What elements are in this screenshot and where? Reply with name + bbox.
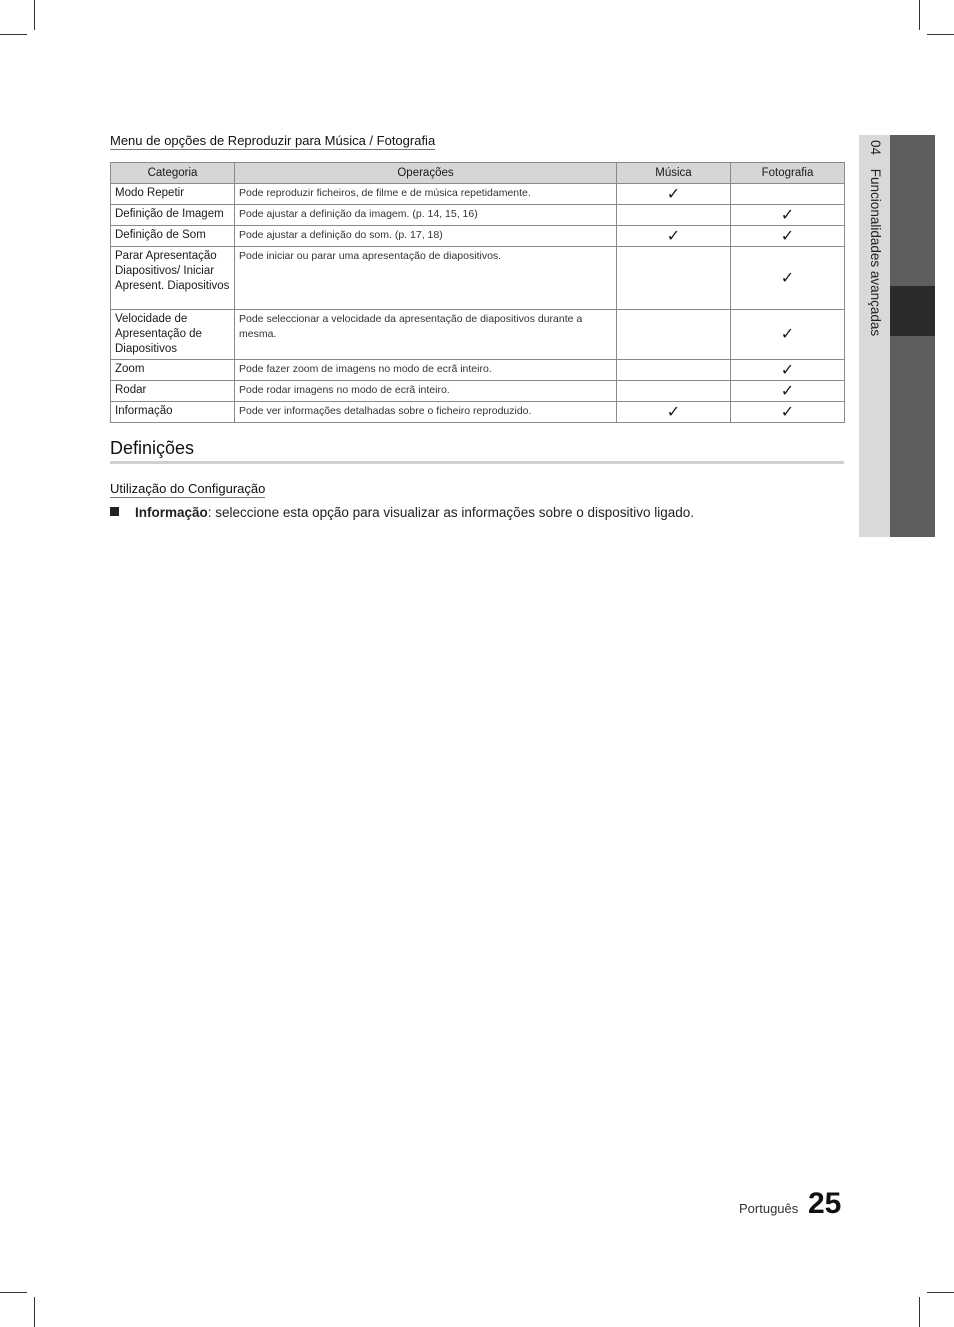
check-fotografia: ✓ [731,226,845,247]
crop-mark [927,34,954,35]
chapter-title: Funcionalidades avançadas [868,168,883,337]
cell-operacoes: Pode fazer zoom de imagens no modo de ecrã inteiro. [235,360,617,381]
check-musica [617,381,731,402]
cell-categoria: Informação [111,402,235,423]
check-musica: ✓ [617,226,731,247]
options-table [110,162,845,423]
crop-mark [919,1297,920,1327]
check-fotografia: ✓ [731,205,845,226]
bullet-item [110,505,694,520]
cell-operacoes: Pode ajustar a definição do som. (p. 17, 18) [235,226,617,247]
cell-operacoes: Pode ver informações detalhadas sobre o ficheiro reproduzido. [235,402,617,423]
check-musica [617,310,731,360]
bullet-text: : seleccione esta opção para visualizar as informações sobre o dispositivo ligado. [207,505,695,520]
footer-language: Português [739,1201,799,1216]
cell-operacoes: Pode rodar imagens no modo de ecrã inteiro. [235,381,617,402]
crop-mark [927,1292,954,1293]
table-row [111,310,845,360]
check-musica [617,247,731,310]
table-row [111,360,845,381]
table-row [111,205,845,226]
table-row [111,381,845,402]
cell-categoria: Modo Repetir [111,184,235,205]
cell-categoria: Definição de Imagem [111,205,235,226]
section-heading: Definições [110,438,844,464]
header-operacoes: Operações [235,163,617,184]
cell-categoria: Velocidade de Apresentação de Diapositivos [111,310,235,360]
bullet-term: Informação [135,505,208,520]
crop-mark [0,34,27,35]
cell-categoria: Zoom [111,360,235,381]
subheading: Utilização do Configuração [110,481,266,496]
cell-categoria: Definição de Som [111,226,235,247]
page-number: 25 [808,1187,842,1220]
cell-categoria: Rodar [111,381,235,402]
chapter-tab-bar [890,135,935,537]
table-row [111,184,845,205]
cell-operacoes: Pode reproduzir ficheiros, de filme e de música repetidamente. [235,184,617,205]
check-musica: ✓ [617,184,731,205]
table-row [111,247,845,310]
chapter-tab-indicator [890,286,935,336]
table-row [111,402,845,423]
header-musica: Música [617,163,731,184]
check-musica [617,360,731,381]
cell-categoria: Parar Apresentação Diapositivos/ Iniciar Apresent. Diapositivos [111,247,235,310]
header-fotografia: Fotografia [731,163,845,184]
check-fotografia: ✓ [731,381,845,402]
chapter-tab-label [864,140,886,336]
crop-mark [0,1292,27,1293]
check-fotografia: ✓ [731,247,845,310]
check-fotografia [731,184,845,205]
header-categoria: Categoria [111,163,235,184]
crop-mark [34,1297,35,1327]
cell-operacoes: Pode iniciar ou parar uma apresentação de diapositivos. [235,247,617,310]
square-bullet-icon [110,507,119,516]
check-musica: ✓ [617,402,731,423]
table-title: Menu de opções de Reproduzir para Música / Fotografia [110,133,436,148]
crop-mark [919,0,920,30]
crop-mark [34,0,35,30]
cell-operacoes: Pode ajustar a definição da imagem. (p. 14, 15, 16) [235,205,617,226]
check-fotografia: ✓ [731,310,845,360]
chapter-number: 04 [868,140,883,156]
check-fotografia: ✓ [731,360,845,381]
cell-operacoes: Pode seleccionar a velocidade da apresentação de diapositivos durante a mesma. [235,310,617,360]
check-musica [617,205,731,226]
table-row [111,226,845,247]
table-header-row [111,163,845,184]
check-fotografia: ✓ [731,402,845,423]
